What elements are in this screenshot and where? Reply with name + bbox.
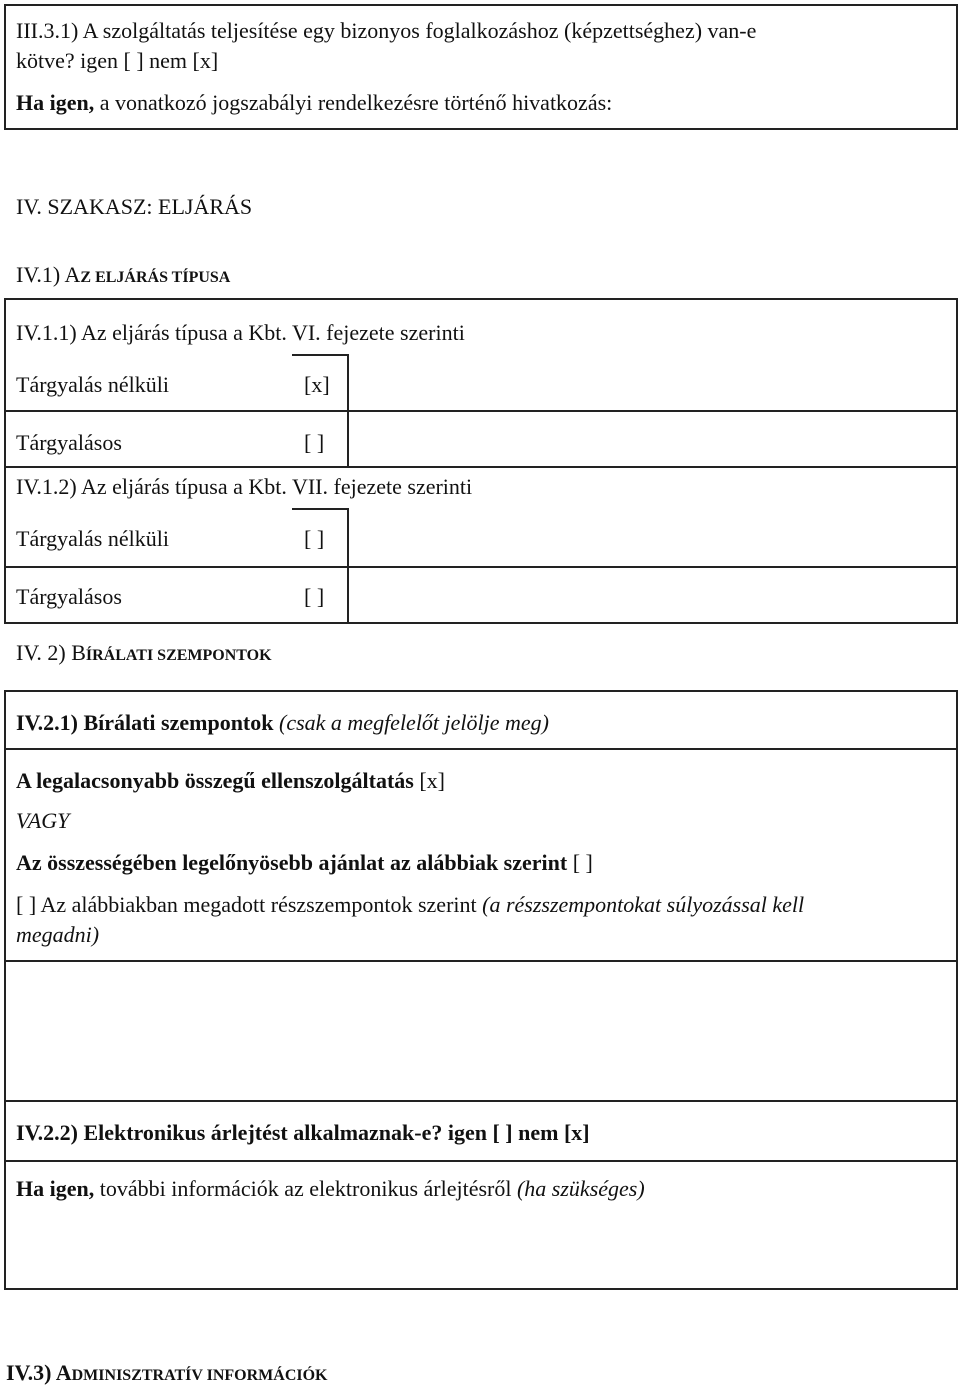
criterion-most-advantageous-value: [ ] [567, 850, 593, 875]
heading-iv-2-1-note: (csak a megfelelőt jelölje meg) [273, 710, 550, 735]
criterion-most-advantageous-label: Az összességében legelőnyösebb ajánlat az alábbiak szerint [16, 850, 568, 875]
row-label-negotiated-vii: Tárgyalásos [16, 584, 122, 609]
section-iii-3-1-line2: kötve? igen [ ] nem [x] [16, 48, 219, 73]
row-label-negotiation-free-vii: Tárgyalás nélküli [16, 526, 169, 551]
criterion-lowest-price [16, 768, 445, 794]
electronic-auction-info [16, 1176, 645, 1202]
if-yes-label: Ha igen, [16, 90, 95, 115]
heading-iv-1-2: IV.1.2) Az eljárás típusa a Kbt. VII. fejezete szerinti [16, 474, 473, 499]
divider [4, 1160, 958, 1162]
row-value-negotiation-free-vi: [x] [304, 372, 330, 397]
divider [347, 566, 349, 624]
heading-iv-3-prefix: IV.3) A [6, 1360, 72, 1385]
divider [347, 410, 349, 466]
criterion-most-advantageous [16, 850, 593, 876]
heading-iv-2-1 [16, 710, 549, 736]
divider [4, 466, 958, 468]
heading-iv-2-smallcaps: ÍRÁLATI SZEMPONTOK [85, 647, 272, 664]
heading-iv-3 [6, 1360, 328, 1389]
section-iv-title: IV. SZAKASZ: ELJÁRÁS [16, 194, 253, 219]
divider [292, 354, 348, 356]
row-label-negotiated-vi: Tárgyalásos [16, 430, 122, 455]
electronic-auction-text: további információk az elektronikus árlejtésről [94, 1176, 517, 1201]
row-value-negotiated-vii: [ ] [304, 584, 325, 609]
row-value-negotiated-vi: [ ] [304, 430, 325, 455]
criterion-subcriteria-note: (a részszempontokat súlyozással kell [482, 892, 805, 917]
heading-iv-1-1: IV.1.1) Az eljárás típusa a Kbt. VI. fejezete szerinti [16, 320, 465, 345]
heading-iv-2 [16, 640, 272, 669]
section-iii-3-1-line1: III.3.1) A szolgáltatás teljesítése egy bizonyos foglalkozáshoz (képzettséghez) van-e [16, 18, 757, 43]
criterion-subcriteria-label: [ ] Az alábbiakban megadott részszempontok szerint [16, 892, 483, 917]
heading-iv-2-2: IV.2.2) Elektronikus árlejtést alkalmaznak-e? igen [ ] nem [x] [16, 1120, 590, 1145]
or-label: VAGY [16, 808, 70, 833]
heading-iv-3-smallcaps: DMINISZTRATÍV INFORMÁCIÓK [71, 1367, 328, 1384]
row-value-negotiation-free-vii: [ ] [304, 526, 325, 551]
subcriteria-empty-box [4, 960, 958, 1102]
heading-iv-2-prefix: IV. 2) B [16, 640, 86, 665]
criterion-lowest-price-label: A legalacsonyabb összegű ellenszolgáltatás [16, 768, 414, 793]
electronic-auction-if-yes: Ha igen, [16, 1176, 95, 1201]
heading-iv-1-smallcaps: Z ELJÁRÁS TÍPUSA [80, 269, 231, 286]
divider [347, 508, 349, 566]
heading-iv-2-1-bold: IV.2.1) Bírálati szempontok [16, 710, 274, 735]
row-label-negotiation-free-vi: Tárgyalás nélküli [16, 372, 169, 397]
divider [4, 566, 958, 568]
heading-iv-1-prefix: IV.1) A [16, 262, 81, 287]
criterion-subcriteria-note-cont: megadni) [16, 922, 100, 947]
section-iii-3-1-line3 [16, 90, 612, 116]
procedure-type-table [4, 298, 958, 624]
heading-iv-1 [16, 262, 230, 291]
criterion-subcriteria [16, 892, 804, 918]
legal-reference-text: a vonatkozó jogszabályi rendelkezésre történő hivatkozás: [94, 90, 613, 115]
criterion-lowest-price-value: [x] [413, 768, 445, 793]
electronic-auction-note: (ha szükséges) [516, 1176, 645, 1201]
divider [292, 508, 348, 510]
divider [347, 354, 349, 410]
divider [4, 410, 958, 412]
divider [4, 748, 958, 750]
